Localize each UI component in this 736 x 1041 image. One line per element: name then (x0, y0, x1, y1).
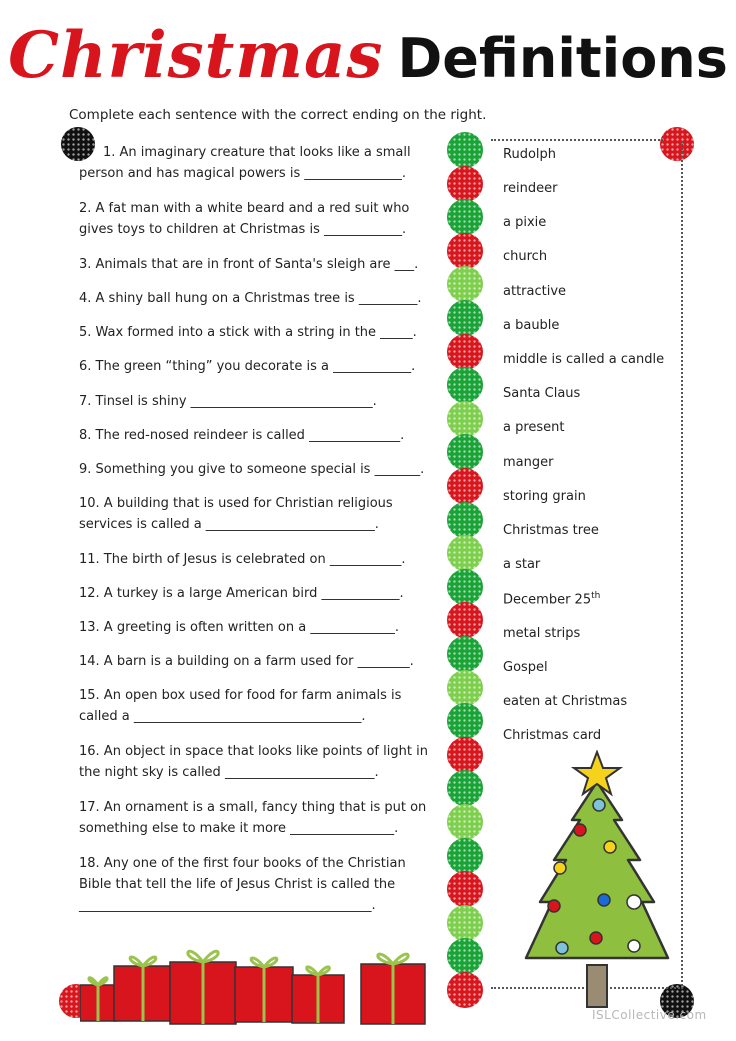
answer-item: Gospel (503, 660, 548, 675)
question-8 (79, 425, 429, 446)
christmas-tree-icon (522, 750, 672, 1012)
answer-item: Christmas card (503, 728, 602, 743)
question-4 (79, 288, 429, 309)
answer-item: a star (503, 557, 541, 572)
question-line: services is called a __________________________. (79, 517, 379, 532)
polka-dot-ornament-icon (447, 636, 483, 672)
question-line: 1. An imaginary creature that looks like a small (103, 145, 411, 160)
polka-dot-ornament-icon (447, 199, 483, 235)
polka-dot-ornament-icon (447, 132, 483, 168)
polka-dot-ornament-icon (447, 703, 483, 739)
question-line: 15. An open box used for food for farm animals is (79, 688, 402, 703)
polka-dot-ornament-icon (447, 871, 483, 907)
page-title (0, 18, 736, 93)
question-line: 14. A barn is a building on a farm used for ________. (79, 654, 414, 669)
question-line: 3. Animals that are in front of Santa's sleigh are ___. (79, 257, 419, 272)
question-18 (79, 853, 429, 916)
answer-item: eaten at Christmas (503, 694, 628, 709)
answer-item: Christmas tree (503, 523, 599, 538)
answer-item: manger (503, 455, 554, 470)
question-9 (79, 459, 429, 480)
question-line: 17. An ornament is a small, fancy thing that is put on (79, 800, 427, 815)
polka-dot-ornament-icon (447, 334, 483, 370)
question-6 (79, 356, 429, 377)
question-line: 5. Wax formed into a stick with a string in the _____. (79, 325, 417, 340)
polka-dot-ornament-icon (447, 938, 483, 974)
question-line: 4. A shiny ball hung on a Christmas tree is _________. (79, 291, 422, 306)
question-line: 11. The birth of Jesus is celebrated on ___________. (79, 552, 406, 567)
question-line: 9. Something you give to someone special is _______. (79, 462, 425, 477)
instructions: Complete each sentence with the correct ending on the right. (69, 107, 487, 123)
polka-dot-ornament-icon (447, 434, 483, 470)
question-line: 10. A building that is used for Christian religious (79, 496, 393, 511)
question-line: 16. An object in space that looks like points of light in (79, 744, 428, 759)
question-5 (79, 322, 429, 343)
answer-item: attractive (503, 284, 567, 299)
question-13 (79, 617, 429, 638)
answer-item: middle is called a candle (503, 352, 665, 367)
polka-dot-ornament-icon (447, 166, 483, 202)
title-christmas: Christmas (8, 18, 384, 93)
answer-item (503, 591, 600, 607)
question-line: 12. A turkey is a large American bird ____________. (79, 586, 404, 601)
polka-dot-ornament-icon (447, 804, 483, 840)
polka-dot-ornament-icon (447, 266, 483, 302)
question-line: something else to make it more ________________. (79, 821, 399, 836)
title-definitions: Definitions (397, 27, 728, 90)
question-7 (79, 391, 429, 412)
question-2 (79, 198, 429, 240)
polka-dot-ornament-icon (447, 670, 483, 706)
question-10 (79, 493, 429, 535)
question-line: 6. The green “thing” you decorate is a ____________. (79, 359, 416, 374)
polka-dot-ornament-icon (447, 300, 483, 336)
answer-item: Rudolph (503, 147, 556, 162)
answer-superscript: th (591, 591, 601, 601)
answer-item: church (503, 249, 548, 264)
polka-dot-ornament-icon (447, 502, 483, 538)
question-line: gives toys to children at Christmas is ____________. (79, 222, 407, 237)
question-11 (79, 549, 429, 570)
question-line: 7. Tinsel is shiny ____________________________. (79, 394, 377, 409)
question-3 (79, 254, 429, 275)
answer-item: reindeer (503, 181, 558, 196)
polka-dot-ornament-icon (447, 972, 483, 1008)
polka-dot-ornament-icon (447, 770, 483, 806)
question-line: person and has magical powers is _______________. (79, 166, 406, 181)
gift-box-icon (80, 940, 435, 1025)
question-17 (79, 797, 429, 839)
polka-dot-ornament-icon (447, 535, 483, 571)
answer-text: December 25 (503, 592, 592, 608)
question-12 (79, 583, 429, 604)
question-line: _____________________________________________. (79, 898, 376, 913)
polka-dot-ornament-icon (447, 838, 483, 874)
polka-dot-ornament-icon (447, 233, 483, 269)
answer-item: a bauble (503, 318, 560, 333)
question-line: 2. A fat man with a white beard and a red suit who (79, 201, 410, 216)
polka-dot-ornament-icon (447, 401, 483, 437)
question-1 (79, 142, 429, 184)
polka-dot-ornament-icon (447, 569, 483, 605)
question-15 (79, 685, 429, 727)
answer-item: storing grain (503, 489, 586, 504)
question-line: called a ___________________________________. (79, 709, 366, 724)
question-line: Bible that tell the life of Jesus Christ is called the (79, 877, 396, 892)
question-line: 18. Any one of the first four books of the Christian (79, 856, 406, 871)
question-line: 8. The red-nosed reindeer is called ______________. (79, 428, 405, 443)
question-line: 13. A greeting is often written on a _____________. (79, 620, 399, 635)
question-line: the night sky is called _______________________. (79, 765, 379, 780)
answer-item: Santa Claus (503, 386, 581, 401)
question-16 (79, 741, 429, 783)
answer-item: a pixie (503, 215, 547, 230)
polka-dot-ornament-icon (447, 468, 483, 504)
answer-item: a present (503, 420, 565, 435)
polka-dot-ornament-icon (447, 905, 483, 941)
watermark: ISLCollective.com (592, 1008, 707, 1022)
polka-dot-ornament-icon (447, 367, 483, 403)
polka-dot-ornament-icon (447, 602, 483, 638)
answer-item: metal strips (503, 626, 581, 641)
polka-dot-ornament-icon (447, 737, 483, 773)
question-14 (79, 651, 429, 672)
